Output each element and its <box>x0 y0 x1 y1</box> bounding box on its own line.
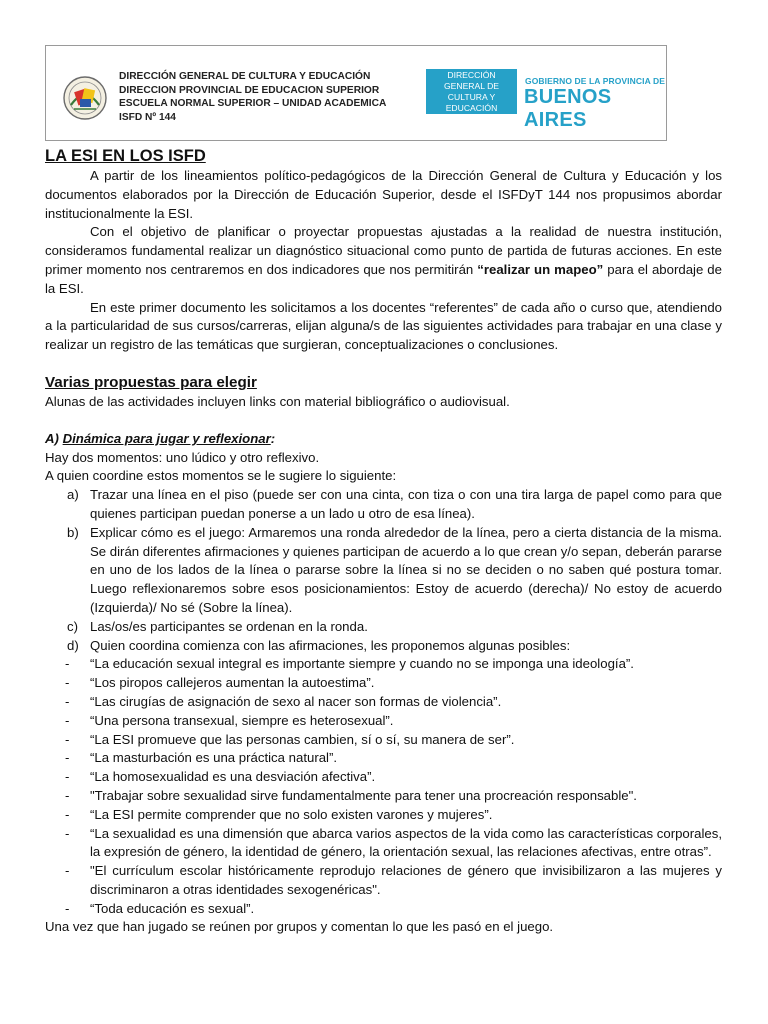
list-marker: - <box>65 769 70 785</box>
list-item <box>45 693 722 712</box>
page-title: LA ESI EN LOS ISFD <box>45 147 206 165</box>
activity-heading <box>45 430 722 449</box>
institution-line: ESCUELA NORMAL SUPERIOR – UNIDAD ACADEMICA <box>119 98 387 109</box>
list-item <box>45 674 722 693</box>
list-marker: - <box>65 806 70 822</box>
list-item-text: “Toda educación es sexual”. <box>90 900 255 916</box>
intro-text: Con el objetivo de planificar o proyectar propuestas ajustadas a la realidad de nuestra institución, consideramos fundamental realizar un diagnóstico situacional como punto de partida de futuras acciones. En este primer momento nos centraremos en dos indicadores que nos permitirán <box>45 224 722 277</box>
list-item-text: “La ESI permite comprender que no solo existen varones y mujeres”. <box>90 806 493 822</box>
intro-paragraph <box>45 223 722 298</box>
list-item <box>45 749 722 768</box>
section-heading: Varias propuestas para elegir <box>45 373 257 391</box>
list-marker: - <box>65 750 70 766</box>
activity-title: Dinámica para jugar y reflexionar <box>62 430 271 446</box>
list-item-text: “La educación sexual integral es importante siempre y cuando no se imponga una ideología”. <box>90 656 634 672</box>
institution-line: ISFD Nº 144 <box>119 111 176 123</box>
statements-list <box>45 655 722 918</box>
list-marker: - <box>65 731 70 747</box>
list-item-text: “La sexualidad es una dimensión que abarca varios aspectos de la vida como las características corporales, la expresión de género, la identidad de género, la orientación sexual, las relaciones afectivas, entre otras”. <box>90 825 722 860</box>
list-marker: b) <box>67 524 79 540</box>
closing-text: Una vez que han jugado se reúnen por grupos y comentan lo que les pasó en el juego. <box>45 919 554 935</box>
list-item-text: Quien coordina comienza con las afirmaciones, les proponemos algunas posibles: <box>90 637 571 653</box>
list-item <box>45 486 722 524</box>
gov-logo-wordmark: BUENOS AIRES <box>524 86 612 131</box>
list-item-text: “Las cirugías de asignación de sexo al nacer son formas de violencia”. <box>90 693 502 709</box>
list-item-text: "El currículum escolar históricamente reprodujo relaciones de género que invisibilizaron a las mujeres y discriminaron a otras identidades sexogenéricas". <box>90 863 722 897</box>
list-item <box>45 731 722 750</box>
list-item <box>45 637 722 656</box>
activity-letter: A) <box>45 430 63 446</box>
list-item-text: Las/os/es participantes se ordenan en la ronda. <box>90 618 368 634</box>
list-item-text: “La homosexualidad es una desviación afectiva”. <box>90 769 376 785</box>
list-marker: a) <box>67 487 79 503</box>
list-marker: - <box>65 863 70 879</box>
note-text: Alunas de las actividades incluyen links con material bibliográfico o audiovisual. <box>45 393 510 409</box>
intro-text: para el abordaje de la ESI. <box>45 261 722 296</box>
list-marker: - <box>65 900 70 916</box>
institution-name <box>119 70 386 124</box>
document-body <box>45 146 722 937</box>
intro-emphasis: “realizar un mapeo” <box>477 261 604 277</box>
list-marker: - <box>65 712 70 728</box>
list-item <box>45 712 722 731</box>
letterhead <box>45 45 667 141</box>
list-marker: c) <box>67 618 78 634</box>
list-item <box>45 768 722 787</box>
dgce-logo-line: DIRECCIÓN GENERAL DE <box>443 69 500 91</box>
list-marker: - <box>65 675 70 691</box>
list-marker: d) <box>67 637 79 653</box>
list-item <box>45 825 722 863</box>
activity-colon: : <box>270 430 276 446</box>
list-item <box>45 787 722 806</box>
list-marker: - <box>65 787 70 803</box>
institution-line: DIRECCIÓN GENERAL DE CULTURA Y EDUCACIÓN <box>119 71 371 82</box>
list-item-text: “La masturbación es una práctica natural”. <box>90 750 338 766</box>
list-item-text: “La ESI promueve que las personas cambien, sí o sí, su manera de ser”. <box>90 731 515 747</box>
list-item-text: "Trabajar sobre sexualidad sirve fundamentalmente para tener una procreación responsable". <box>90 787 637 803</box>
coordinator-text: A quien coordine estos momentos se le sugiere lo siguiente: <box>45 468 397 484</box>
school-seal-icon <box>62 75 108 121</box>
list-item <box>45 618 722 637</box>
list-item <box>45 524 722 618</box>
list-item <box>45 655 722 674</box>
steps-list <box>45 486 722 655</box>
list-item-text: “Los piropos callejeros aumentan la autoestima”. <box>90 675 375 691</box>
dgce-logo-line: CULTURA Y EDUCACIÓN <box>445 91 498 113</box>
institution-line: DIRECCION PROVINCIAL DE EDUCACION SUPERIOR <box>119 84 380 96</box>
list-item-text: “Una persona transexual, siempre es heterosexual”. <box>90 712 394 728</box>
dgce-logo <box>426 69 517 114</box>
gov-logo-caption: GOBIERNO DE LA PROVINCIA DE <box>525 76 665 86</box>
list-marker: - <box>65 825 70 841</box>
list-marker: - <box>65 656 70 672</box>
spacer <box>45 355 722 373</box>
moments-text: Hay dos momentos: uno lúdico y otro reflexivo. <box>45 449 320 465</box>
list-item-text: Trazar una línea en el piso (puede ser con una cinta, con tiza o con una tira larga de papel como para que quienes participan puedan ponerse a un lado u otro de esa línea). <box>90 487 722 521</box>
list-item <box>45 806 722 825</box>
list-item <box>45 862 722 900</box>
intro-paragraph: En este primer documento les solicitamos a los docentes “referentes” de cada año o curso que, atendiendo a la particularidad de sus cursos/carreras, elijan alguna/s de las siguientes actividades para trabajar en una clase y realizar un registro de las temáticas que surgieran, conceptualizaciones o conclusiones. <box>45 299 722 353</box>
intro-paragraph: A partir de los lineamientos político-pedagógicos de la Dirección General de Cultura y Educación y los documentos elaborados por la Dirección de Educación Superior, desde el ISFDyT 144 nos propusimos abordar institucionalmente la ESI. <box>45 168 722 221</box>
list-item <box>45 900 722 919</box>
list-item-text: Explicar cómo es el juego: Armaremos una ronda alrededor de la línea, pero a cierta distancia de la misma. Se dirán diferentes afirmaciones y quienes participan de acuerdo a lo que crean y/o sepan, deberán pararse en uno de los lados de la línea o pararse sobre la línea si no se deciden o no saben qué postura tomar. Luego reflexionaremos sobre esos posicionamientos: Estoy de acuerdo (derecha)/ No estoy de acuerdo (Izquierda)/ No sé (Sobre la línea). <box>90 524 722 615</box>
list-marker: - <box>65 693 70 709</box>
spacer <box>45 412 722 430</box>
